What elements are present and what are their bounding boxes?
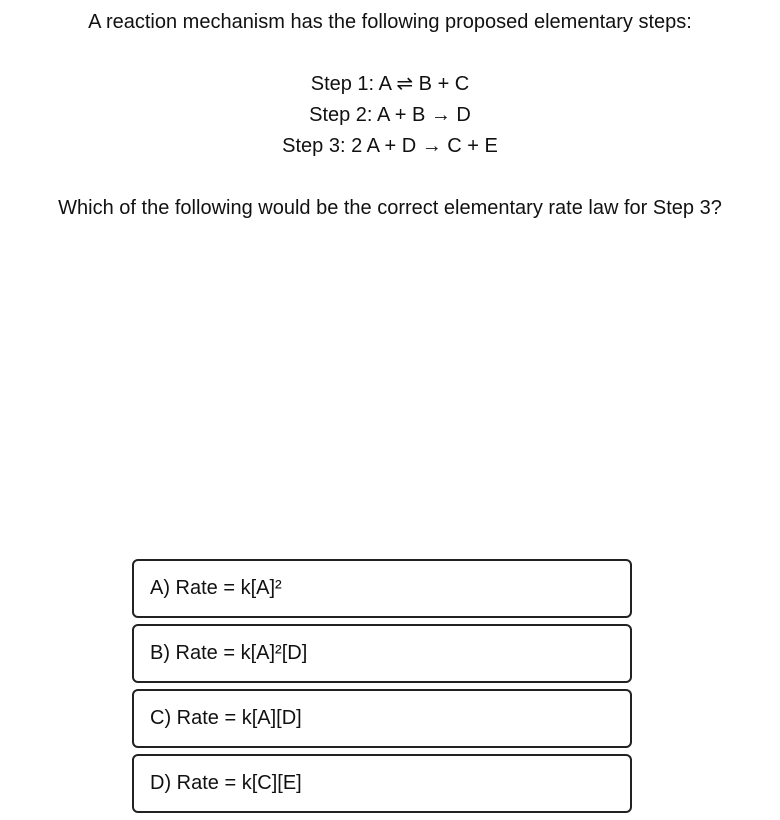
option-a-button[interactable]: A) Rate = k[A]² [132,559,632,618]
option-b-button[interactable]: B) Rate = k[A]²[D] [132,624,632,683]
mechanism-steps [0,69,780,162]
option-c-button[interactable]: C) Rate = k[A][D] [132,689,632,748]
intro-text: A reaction mechanism has the following proposed elementary steps: [88,11,692,33]
question-text: Which of the following would be the correct elementary rate law for Step 3? [58,197,722,219]
option-d-button[interactable]: D) Rate = k[C][E] [132,754,632,813]
step-1: Step 1: A ⇌ B + C [310,73,470,95]
answer-options [132,559,632,819]
step-3: Step 3: 2 A + D → C + E [282,135,498,157]
step-2: Step 2: A + B → D [309,104,471,126]
